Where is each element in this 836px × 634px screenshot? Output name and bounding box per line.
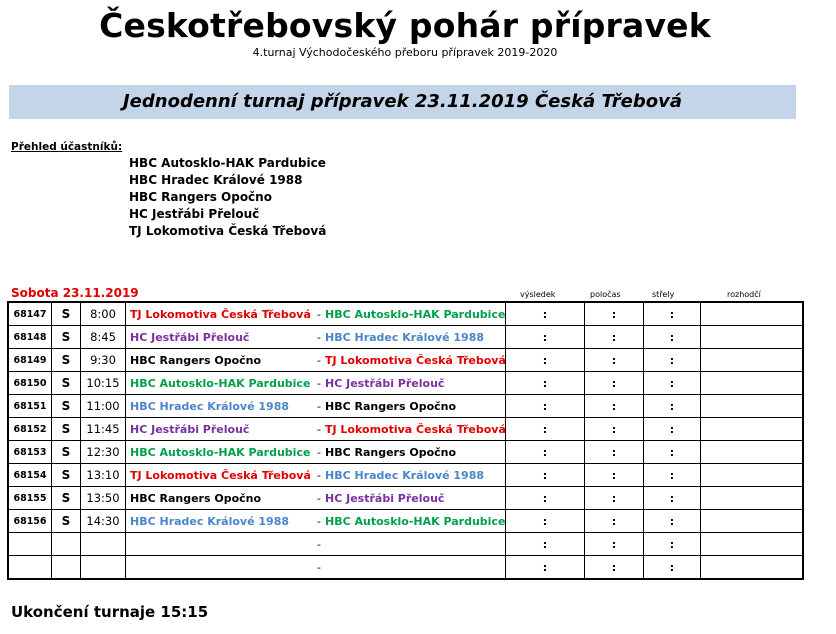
- away-team: HBC Autosklo-HAK Pardubice: [325, 302, 506, 326]
- match-number: [8, 533, 52, 556]
- match-category: S: [52, 418, 81, 441]
- match-number: 68147: [8, 302, 52, 326]
- match-category: S: [52, 302, 81, 326]
- result-cell: :: [506, 372, 585, 395]
- tournament-end-text: Ukončení turnaje 15:15: [11, 603, 209, 621]
- result-cell: :: [506, 464, 585, 487]
- halftime-cell: :: [585, 395, 644, 418]
- match-row: [8, 326, 803, 349]
- match-time: [81, 533, 126, 556]
- match-time: 13:50: [81, 487, 126, 510]
- versus-dash: -: [313, 556, 325, 580]
- column-header-halftime: poločas: [590, 290, 621, 299]
- shots-cell: :: [644, 487, 701, 510]
- away-team: TJ Lokomotiva Česká Třebová: [325, 418, 506, 441]
- match-time: 13:10: [81, 464, 126, 487]
- halftime-cell: :: [585, 510, 644, 533]
- match-category: S: [52, 395, 81, 418]
- referee-cell: [701, 395, 804, 418]
- versus-dash: -: [313, 464, 325, 487]
- match-row: [8, 441, 803, 464]
- referee-cell: [701, 372, 804, 395]
- match-row: [8, 349, 803, 372]
- referee-cell: [701, 487, 804, 510]
- match-time: 10:15: [81, 372, 126, 395]
- match-row: [8, 418, 803, 441]
- participant-item: HBC Autosklo-HAK Pardubice: [129, 156, 326, 170]
- match-number: 68148: [8, 326, 52, 349]
- referee-cell: [701, 464, 804, 487]
- match-category: S: [52, 441, 81, 464]
- referee-cell: [701, 349, 804, 372]
- match-category: [52, 556, 81, 580]
- halftime-cell: :: [585, 464, 644, 487]
- match-row: [8, 464, 803, 487]
- day-label: Sobota 23.11.2019: [11, 286, 139, 300]
- home-team: TJ Lokomotiva Česká Třebová: [126, 302, 314, 326]
- match-row: [8, 487, 803, 510]
- away-team: HBC Rangers Opočno: [325, 441, 506, 464]
- column-header-referee: rozhodčí: [727, 290, 761, 299]
- shots-cell: :: [644, 349, 701, 372]
- match-category: S: [52, 464, 81, 487]
- versus-dash: -: [313, 302, 325, 326]
- versus-dash: -: [313, 372, 325, 395]
- halftime-cell: :: [585, 418, 644, 441]
- match-time: 11:45: [81, 418, 126, 441]
- home-team: HBC Autosklo-HAK Pardubice: [126, 441, 314, 464]
- away-team: HBC Hradec Králové 1988: [325, 326, 506, 349]
- referee-cell: [701, 441, 804, 464]
- home-team: HBC Hradec Králové 1988: [126, 510, 314, 533]
- result-cell: :: [506, 556, 585, 580]
- versus-dash: -: [313, 441, 325, 464]
- versus-dash: -: [313, 418, 325, 441]
- match-time: 8:45: [81, 326, 126, 349]
- halftime-cell: :: [585, 441, 644, 464]
- halftime-cell: :: [585, 326, 644, 349]
- participant-item: HBC Hradec Králové 1988: [129, 173, 303, 187]
- referee-cell: [701, 418, 804, 441]
- shots-cell: :: [644, 464, 701, 487]
- halftime-cell: :: [585, 372, 644, 395]
- match-time: 11:00: [81, 395, 126, 418]
- home-team: [126, 533, 314, 556]
- versus-dash: -: [313, 395, 325, 418]
- home-team: HBC Hradec Králové 1988: [126, 395, 314, 418]
- banner-title: Jednodenní turnaj přípravek 23.11.2019 Česká Třebová: [122, 91, 682, 112]
- versus-dash: -: [313, 487, 325, 510]
- participants-list: [129, 155, 326, 240]
- halftime-cell: :: [585, 349, 644, 372]
- match-time: 12:30: [81, 441, 126, 464]
- participant-item: HC Jestřábi Přelouč: [129, 207, 260, 221]
- tournament-banner: [9, 85, 796, 119]
- match-time: [81, 556, 126, 580]
- shots-cell: :: [644, 302, 701, 326]
- column-header-shots: střely: [652, 290, 675, 299]
- halftime-cell: :: [585, 533, 644, 556]
- away-team: HBC Hradec Králové 1988: [325, 464, 506, 487]
- match-number: 68151: [8, 395, 52, 418]
- referee-cell: [701, 533, 804, 556]
- away-team: HBC Autosklo-HAK Pardubice: [325, 510, 506, 533]
- match-category: S: [52, 326, 81, 349]
- match-time: 14:30: [81, 510, 126, 533]
- match-schedule-table: [7, 301, 804, 580]
- referee-cell: [701, 510, 804, 533]
- home-team: TJ Lokomotiva Česká Třebová: [126, 464, 314, 487]
- result-cell: :: [506, 302, 585, 326]
- away-team: TJ Lokomotiva Česká Třebová: [325, 349, 506, 372]
- referee-cell: [701, 326, 804, 349]
- match-time: 9:30: [81, 349, 126, 372]
- match-row: [8, 372, 803, 395]
- away-team: HBC Rangers Opočno: [325, 395, 506, 418]
- match-row: [8, 533, 803, 556]
- column-header-result: výsledek: [520, 290, 556, 299]
- result-cell: :: [506, 487, 585, 510]
- match-category: S: [52, 372, 81, 395]
- shots-cell: :: [644, 395, 701, 418]
- match-number: 68155: [8, 487, 52, 510]
- referee-cell: [701, 556, 804, 580]
- result-cell: :: [506, 395, 585, 418]
- match-time: 8:00: [81, 302, 126, 326]
- match-number: 68153: [8, 441, 52, 464]
- referee-cell: [701, 302, 804, 326]
- page-title: Českotřebovský pohár přípravek: [99, 6, 711, 45]
- away-team: HC Jestřábi Přelouč: [325, 372, 506, 395]
- away-team: HC Jestřábi Přelouč: [325, 487, 506, 510]
- home-team: HC Jestřábi Přelouč: [126, 418, 314, 441]
- match-number: 68156: [8, 510, 52, 533]
- shots-cell: :: [644, 441, 701, 464]
- page-subtitle: 4.turnaj Východočeského přeboru přípravek 2019-2020: [252, 46, 558, 59]
- home-team: HC Jestřábi Přelouč: [126, 326, 314, 349]
- result-cell: :: [506, 418, 585, 441]
- home-team: HBC Rangers Opočno: [126, 349, 314, 372]
- result-cell: :: [506, 349, 585, 372]
- versus-dash: -: [313, 533, 325, 556]
- home-team: HBC Autosklo-HAK Pardubice: [126, 372, 314, 395]
- match-row: [8, 395, 803, 418]
- result-cell: :: [506, 533, 585, 556]
- away-team: [325, 556, 506, 580]
- away-team: [325, 533, 506, 556]
- home-team: [126, 556, 314, 580]
- match-number: 68149: [8, 349, 52, 372]
- match-category: S: [52, 349, 81, 372]
- match-number: [8, 556, 52, 580]
- versus-dash: -: [313, 510, 325, 533]
- match-row: [8, 510, 803, 533]
- halftime-cell: :: [585, 302, 644, 326]
- participant-item: TJ Lokomotiva Česká Třebová: [129, 224, 327, 238]
- result-cell: :: [506, 510, 585, 533]
- shots-cell: :: [644, 556, 701, 580]
- match-row: [8, 302, 803, 326]
- match-category: S: [52, 487, 81, 510]
- match-category: [52, 533, 81, 556]
- home-team: HBC Rangers Opočno: [126, 487, 314, 510]
- shots-cell: :: [644, 510, 701, 533]
- match-row: [8, 556, 803, 580]
- halftime-cell: :: [585, 556, 644, 580]
- result-cell: :: [506, 326, 585, 349]
- shots-cell: :: [644, 418, 701, 441]
- participant-item: HBC Rangers Opočno: [129, 190, 272, 204]
- match-number: 68154: [8, 464, 52, 487]
- versus-dash: -: [313, 326, 325, 349]
- participants-label: Přehled účastníků:: [11, 141, 123, 153]
- match-category: S: [52, 510, 81, 533]
- shots-cell: :: [644, 533, 701, 556]
- result-cell: :: [506, 441, 585, 464]
- versus-dash: -: [313, 349, 325, 372]
- match-number: 68152: [8, 418, 52, 441]
- match-number: 68150: [8, 372, 52, 395]
- shots-cell: :: [644, 372, 701, 395]
- shots-cell: :: [644, 326, 701, 349]
- halftime-cell: :: [585, 487, 644, 510]
